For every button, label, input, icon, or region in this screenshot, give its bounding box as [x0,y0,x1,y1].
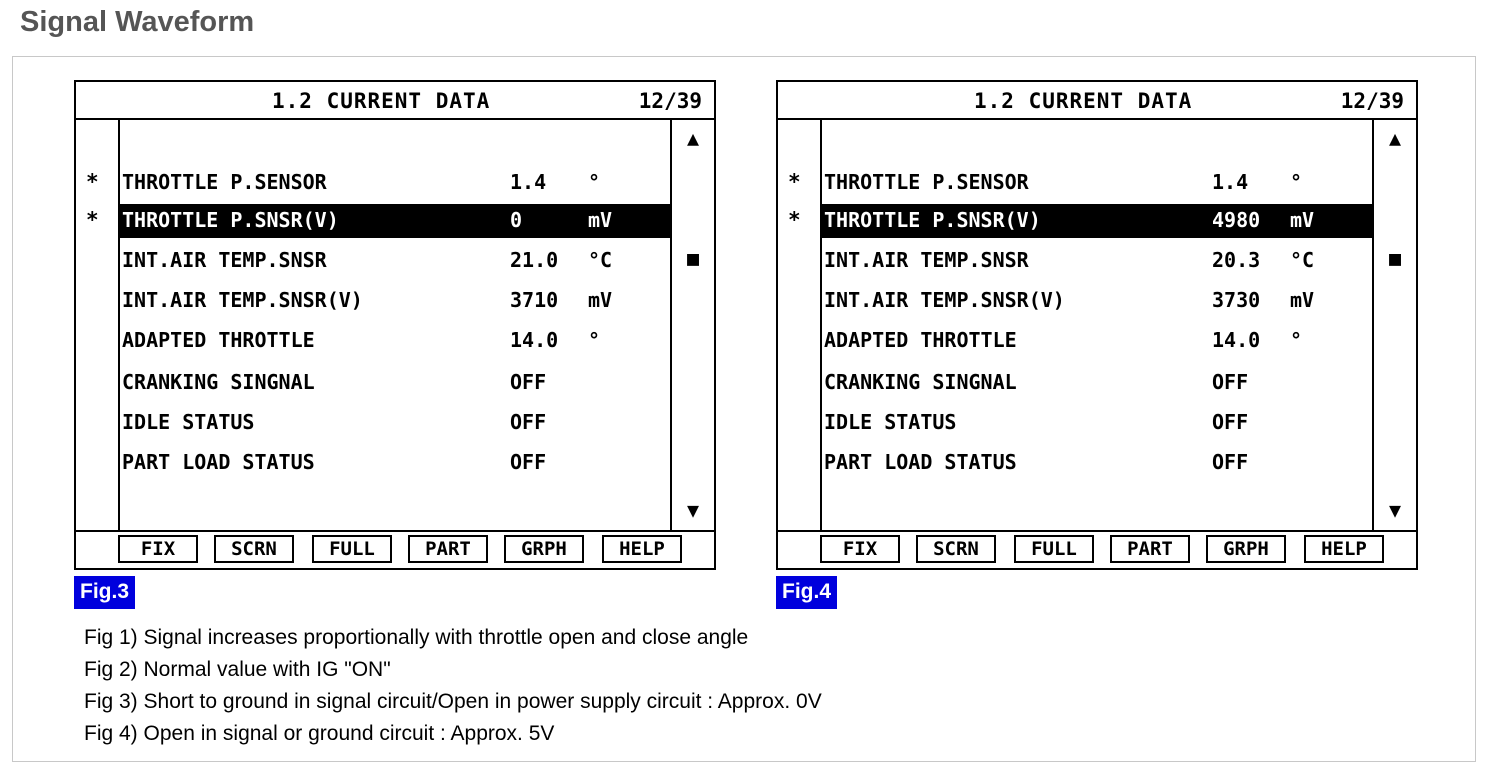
function-key-part[interactable]: PART [408,535,488,563]
function-key-scrn[interactable]: SCRN [214,535,294,563]
row-label: PART LOAD STATUS [824,450,1017,474]
row-label: THROTTLE P.SENSOR [122,170,327,194]
function-key-help[interactable]: HELP [602,535,682,563]
row-value: OFF [510,370,547,394]
scroll-up-icon[interactable]: ▲ [1388,126,1402,150]
scrollbar-divider [1372,120,1374,532]
screen-header [778,82,1416,120]
row-value: 1.4 [510,170,547,194]
scroll-down-icon[interactable]: ▼ [686,498,700,522]
fixed-marker-icon: * [86,170,99,194]
row-value: 21.0 [510,248,559,272]
data-row[interactable] [778,204,1372,238]
row-unit: mV [588,208,613,232]
data-row[interactable] [76,204,670,238]
scroll-up-icon[interactable]: ▲ [686,126,700,150]
row-unit: °C [1290,248,1315,272]
row-unit: °C [588,248,613,272]
row-label: INT.AIR TEMP.SNSR [824,248,1029,272]
function-key-full[interactable]: FULL [1014,535,1094,563]
function-key-grph[interactable]: GRPH [504,535,584,563]
figure-label: Fig.3 [74,576,135,609]
row-value: 3730 [1212,288,1261,312]
row-label: INT.AIR TEMP.SNSR [122,248,327,272]
row-label: ADAPTED THROTTLE [122,328,315,352]
page-counter: 12/39 [638,89,702,113]
row-label: THROTTLE P.SNSR(V) [122,208,339,232]
function-key-full[interactable]: FULL [312,535,392,563]
note-item: Fig 4) Open in signal or ground circuit : Approx. 5V [84,722,555,745]
screen-header [76,82,714,120]
row-unit: ° [588,328,601,352]
row-label: IDLE STATUS [122,410,255,434]
fixed-marker-icon: * [86,208,99,232]
row-unit: mV [588,288,613,312]
scan-tool-screen [74,80,716,570]
function-key-fix[interactable]: FIX [118,535,198,563]
row-unit: ° [1290,328,1303,352]
row-value: OFF [1212,410,1249,434]
data-row[interactable] [76,284,670,318]
scroll-thumb-icon[interactable]: ■ [686,246,700,270]
row-unit: ° [1290,170,1303,194]
data-row[interactable] [778,284,1372,318]
row-value: 20.3 [1212,248,1261,272]
row-value: 3710 [510,288,559,312]
row-value: OFF [510,410,547,434]
function-key-fix[interactable]: FIX [820,535,900,563]
data-row[interactable] [76,324,670,358]
row-unit: mV [1290,208,1315,232]
data-row[interactable] [778,166,1372,200]
row-label: ADAPTED THROTTLE [824,328,1017,352]
row-unit: mV [1290,288,1315,312]
data-row[interactable] [778,324,1372,358]
data-row[interactable] [76,244,670,278]
row-label: CRANKING SINGNAL [824,370,1017,394]
row-value: OFF [1212,450,1249,474]
scroll-thumb-icon[interactable]: ■ [1388,246,1402,270]
row-value: 14.0 [1212,328,1261,352]
row-value: 14.0 [510,328,559,352]
row-value: 1.4 [1212,170,1249,194]
data-row[interactable] [778,366,1372,400]
scrollbar-divider [670,120,672,532]
data-row[interactable] [778,244,1372,278]
note-item: Fig 2) Normal value with IG "ON" [84,658,391,681]
function-key-help[interactable]: HELP [1304,535,1384,563]
row-value: OFF [510,450,547,474]
row-unit: ° [588,170,601,194]
data-row[interactable] [76,406,670,440]
data-row[interactable] [778,446,1372,480]
data-row[interactable] [76,366,670,400]
row-label: CRANKING SINGNAL [122,370,315,394]
scan-tool-screen [776,80,1418,570]
screen-title: 1.2 CURRENT DATA [272,89,491,113]
row-label: INT.AIR TEMP.SNSR(V) [824,288,1065,312]
row-label: INT.AIR TEMP.SNSR(V) [122,288,363,312]
function-key-bar [778,530,1416,568]
row-value: OFF [1212,370,1249,394]
data-row[interactable] [76,446,670,480]
row-label: IDLE STATUS [824,410,957,434]
fixed-marker-icon: * [788,208,801,232]
notes-list [84,622,822,750]
note-item: Fig 3) Short to ground in signal circuit/Open in power supply circuit : Approx. 0V [84,690,822,713]
data-row[interactable] [778,406,1372,440]
fixed-marker-icon: * [788,170,801,194]
row-value: 0 [510,208,523,232]
data-row[interactable] [76,166,670,200]
row-label: THROTTLE P.SENSOR [824,170,1029,194]
function-key-part[interactable]: PART [1110,535,1190,563]
figure-label: Fig.4 [776,576,837,609]
screen-title: 1.2 CURRENT DATA [974,89,1193,113]
function-key-bar [76,530,714,568]
function-key-scrn[interactable]: SCRN [916,535,996,563]
page-counter: 12/39 [1340,89,1404,113]
row-label: PART LOAD STATUS [122,450,315,474]
page-title: Signal Waveform [20,6,255,38]
row-label: THROTTLE P.SNSR(V) [824,208,1041,232]
row-value: 4980 [1212,208,1261,232]
function-key-grph[interactable]: GRPH [1206,535,1286,563]
note-item: Fig 1) Signal increases proportionally with throttle open and close angle [84,626,749,649]
scroll-down-icon[interactable]: ▼ [1388,498,1402,522]
